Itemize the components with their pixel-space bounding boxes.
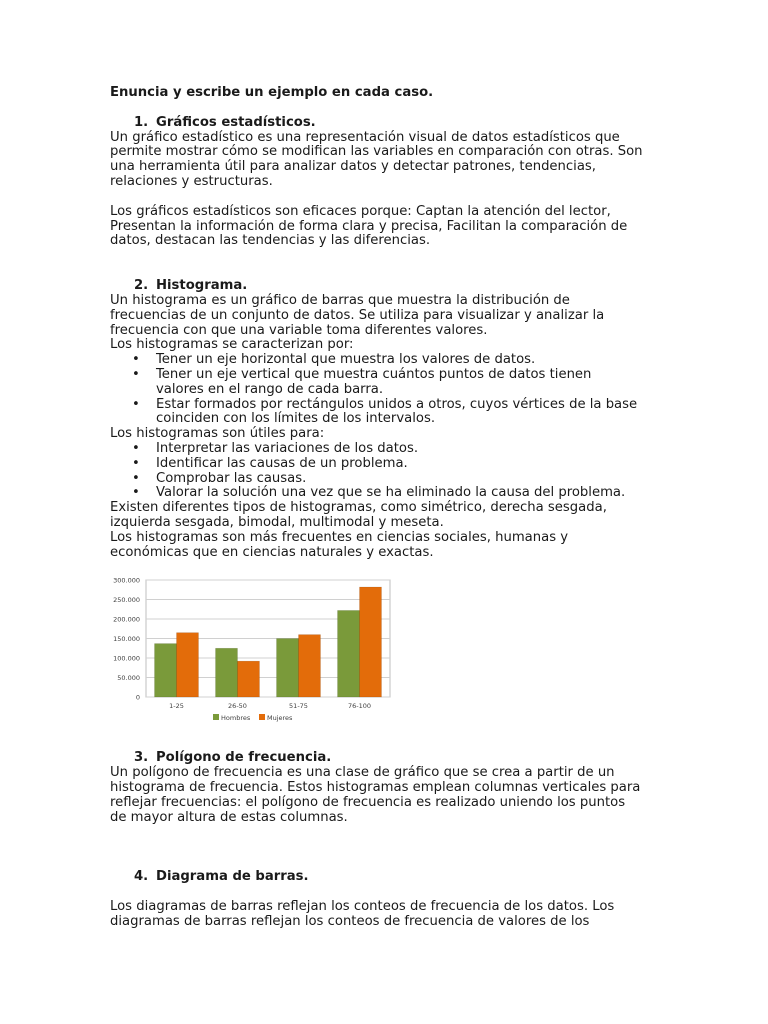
spacer (110, 825, 670, 855)
list-item-text: coinciden con los límites de los intervalos. (156, 411, 436, 427)
list-item (110, 457, 670, 472)
bar-mujeres (177, 633, 199, 697)
section-3-line: de mayor altura de estas columnas. (110, 809, 348, 825)
x-tick-label: 26-50 (228, 702, 247, 711)
section-1-heading (110, 116, 670, 131)
y-tick-label: 0 (135, 693, 140, 702)
list-item-text: valores en el rango de cada barra. (156, 381, 384, 397)
section-1-line: Un gráfico estadístico es una representación visual de datos estadísticos que (110, 129, 620, 145)
section-2-heading (110, 279, 670, 294)
section-4-heading (110, 870, 670, 885)
list-item (110, 353, 670, 368)
section-2-line: económicas que en ciencias naturales y exactas. (110, 544, 434, 560)
list-item (110, 442, 670, 457)
spacer (110, 885, 670, 900)
section-2-lead: Los histogramas se caracterizan por: (110, 337, 354, 353)
x-tick-label: 1-25 (169, 702, 184, 711)
x-tick-label: 76-100 (347, 702, 372, 711)
section-3-heading (110, 751, 670, 766)
bar-mujeres (360, 587, 382, 697)
section-3-line: reflejar frecuencias: el polígono de frecuencia es realizado uniendo los puntos (110, 794, 626, 810)
list-item-text: Valorar la solución una vez que se ha eliminado la causa del problema. (156, 485, 626, 501)
legend-swatch-hombres (213, 714, 219, 720)
y-tick-label: 100.000 (113, 654, 140, 663)
histogram-chart-svg (110, 573, 394, 729)
section-1-number: 1. (134, 114, 149, 130)
legend-label-mujeres: Mujeres (267, 714, 293, 723)
section-1-line: permite mostrar cómo se modifican las variables en comparación con otras. Son (110, 144, 643, 160)
section-4-line: Los diagramas de barras reflejan los conteos de frecuencia de los datos. Los (110, 899, 615, 915)
section-3-line: histograma de frecuencia. Estos histogramas emplean columnas verticales para (110, 779, 641, 795)
list-item-text: Tener un eje horizontal que muestra los valores de datos. (156, 352, 536, 368)
bar-hombres (277, 639, 299, 698)
intro-heading: Enuncia y escribe un ejemplo en cada caso. (110, 85, 434, 100)
section-4-title: Diagrama de barras. (156, 869, 309, 885)
list-item-text: Estar formados por rectángulos unidos a otros, cuyos vértices de la base (156, 396, 638, 412)
section-3-number: 3. (134, 750, 149, 766)
spacer (110, 855, 670, 870)
y-tick-label: 250.000 (113, 596, 140, 605)
list-item (110, 486, 670, 501)
section-3-line: Un polígono de frecuencia es una clase de gráfico que se crea a partir de un (110, 765, 615, 781)
list-item (110, 368, 670, 398)
list-item (110, 398, 670, 428)
list-item-text: Identificar las causas de un problema. (156, 455, 408, 471)
section-2-title: Histograma. (156, 278, 248, 294)
y-tick-label: 150.000 (113, 635, 140, 644)
bar-mujeres (238, 661, 260, 697)
section-1-title: Gráficos estadísticos. (156, 114, 316, 130)
y-tick-label: 300.000 (113, 576, 140, 585)
spacer (110, 249, 670, 279)
bar-hombres (155, 644, 177, 697)
y-tick-label: 200.000 (113, 615, 140, 624)
list-item-text: Tener un eje vertical que muestra cuántos puntos de datos tienen (156, 366, 592, 382)
x-tick-label: 51-75 (289, 702, 308, 711)
list-item-text: Comprobar las causas. (156, 470, 307, 486)
section-2-lead: Los histogramas son útiles para: (110, 426, 325, 442)
section-1-line: Presentan la información de forma clara y precisa, Facilitan la comparación de (110, 218, 628, 234)
bar-hombres (338, 611, 360, 698)
section-2-line: Un histograma es un gráfico de barras que muestra la distribución de (110, 292, 570, 308)
y-tick-label: 50.000 (117, 674, 140, 683)
legend-label-hombres: Hombres (221, 714, 251, 723)
uses-list (110, 442, 670, 501)
section-3-title: Polígono de frecuencia. (156, 750, 332, 766)
section-2-number: 2. (134, 278, 149, 294)
section-2-line: frecuencia con que una variable toma diferentes valores. (110, 322, 488, 338)
section-2-line: Los histogramas son más frecuentes en ciencias sociales, humanas y (110, 529, 569, 545)
bar-mujeres (299, 635, 321, 697)
document-content (110, 86, 670, 930)
characteristics-list (110, 353, 670, 427)
spacer (110, 190, 670, 205)
section-2-line: Existen diferentes tipos de histogramas, como simétrico, derecha sesgada, (110, 500, 607, 516)
section-1-line: datos, destacan las tendencias y las diferencias. (110, 233, 431, 249)
histogram-chart (110, 573, 670, 729)
section-1-line: una herramienta útil para analizar datos y detectar patrones, tendencias, (110, 159, 596, 175)
section-2-line: izquierda sesgada, bimodal, multimodal y meseta. (110, 514, 444, 530)
section-4-number: 4. (134, 869, 149, 885)
section-4-line: diagramas de barras reflejan los conteos de frecuencia de valores de los (110, 913, 590, 929)
section-1-line: Los gráficos estadísticos son eficaces porque: Captan la atención del lector, (110, 203, 611, 219)
list-item-text: Interpretar las variaciones de los datos. (156, 440, 419, 456)
bar-hombres (216, 649, 238, 698)
section-1-line: relaciones y estructuras. (110, 173, 273, 189)
legend-swatch-mujeres (259, 714, 265, 720)
section-2-line: frecuencias de un conjunto de datos. Se utiliza para visualizar y analizar la (110, 307, 605, 323)
